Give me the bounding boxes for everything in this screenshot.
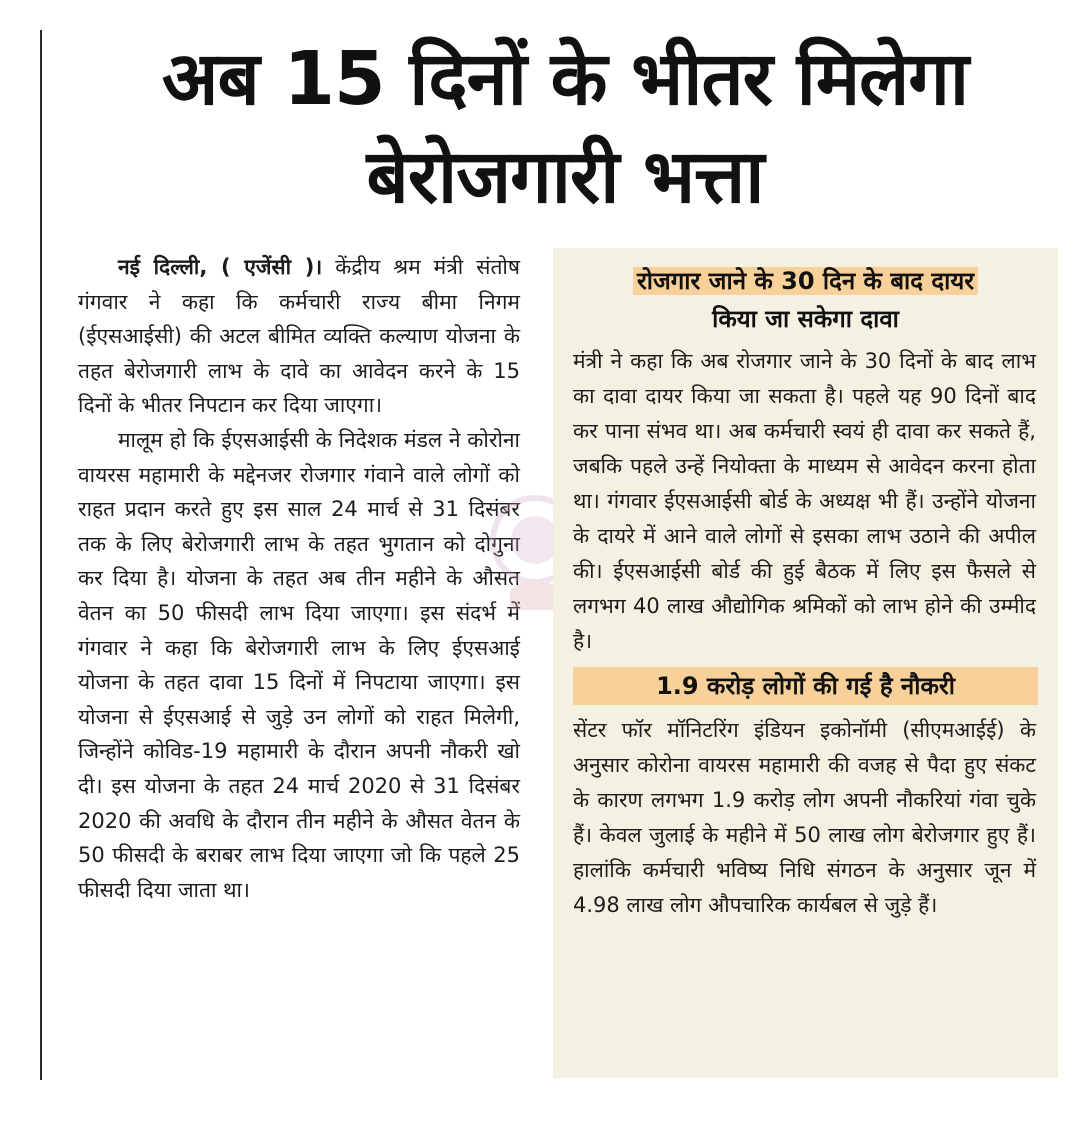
headline — [60, 30, 1070, 226]
left-column-rule — [40, 30, 42, 1080]
sidebar-subheading-2: 1.9 करोड़ लोगों की गई है नौकरी — [573, 667, 1038, 705]
headline-line-1: अब 15 दिनों के भीतर मिलेगा — [161, 36, 969, 122]
sidebar-subheading-1 — [573, 262, 1038, 338]
sidebar-box — [553, 248, 1058, 1078]
paragraph-1 — [78, 250, 520, 423]
subheading-1-line-1: रोजगार जाने के 30 दिन के बाद दायर — [633, 267, 978, 295]
headline-line-2: बेरोजगारी भत्ता — [366, 134, 764, 220]
paragraph-1-text: केंद्रीय श्रम मंत्री संतोष गंगवार ने कहा कि कर्मचारी राज्य बीमा निगम (ईएसआईसी) की अटल बीमित व्यक्ति कल्याण योजना के तहत बेरोजगारी लाभ के दावे का आवेदन करने के 15 दिनों के भीतर निपटान कर दिया जाएगा। — [78, 255, 521, 418]
left-column-article — [78, 250, 520, 907]
subheading-1-line-2: किया जा सकेगा दावा — [712, 305, 899, 333]
paragraph-2: मालूम हो कि ईएसआईसी के निदेशक मंडल ने कोरोना वायरस महामारी के मद्देनजर रोजगार गंवाने वाले लोगों को राहत प्रदान करते हुए इस साल 24 मार्च से 31 दिसंबर तक के लिए बेरोजगारी लाभ के तहत भुगतान को दोगुना कर दिया है। योजना के तहत अब तीन महीने के औसत वेतन का 50 फीसदी लाभ दिया जाएगा। इस संदर्भ में गंगवार ने कहा कि बेरोजगारी लाभ के लिए ईएसआई योजना के तहत दावा 15 दिनों में निपटाया जाएगा। इस योजना से ईएसआई से जुड़े उन लोगों को राहत मिलेगी, जिन्होंने कोविड-19 महामारी के दौरान अपनी नौकरी खो दी। इस योजना के तहत 24 मार्च 2020 से 31 दिसंबर 2020 की अवधि के दौरान तीन महीने के औसत वेतन के 50 फीसदी के बराबर लाभ दिया जाएगा जो कि पहले 25 फीसदी दिया जाता था। — [78, 427, 520, 902]
sidebar-body-2: सेंटर फॉर मॉनिटरिंग इंडियन इकोनॉमी (सीएमआईई) के अनुसार कोरोना वायरस महामारी की वजह से पैदा हुए संकट के कारण लगभग 1.9 करोड़ लोग अपनी नौकरियां गंवा चुके हैं। केवल जुलाई के महीने में 50 लाख लोग बेरोजगार हुए हैं। हालांकि कर्मचारी भविष्य निधि संगठन के अनुसार जून में 4.98 लाख लोग औपचारिक कार्यबल से जुड़े हैं। — [573, 718, 1036, 917]
sidebar-body-1: मंत्री ने कहा कि अब रोजगार जाने के 30 दिनों के बाद लाभ का दावा दायर किया जा सकता है। पहले यह 90 दिनों बाद कर पाना संभव था। अब कर्मचारी स्वयं ही दावा कर सकते हैं, जबकि पहले उन्हें नियोक्ता के माध्यम से आवेदन करना होता था। गंगवार ईएसआईसी बोर्ड के अध्यक्ष भी हैं। उन्होंने योजना के दायरे में आने वाले लोगों से इसका लाभ उठाने की अपील की। ईएसआईसी बोर्ड की हुई बैठक में लिए इस फैसले से लगभग 40 लाख औद्योगिक श्रमिकों को लाभ होने की उम्मीद है। — [573, 349, 1036, 653]
dateline: नई दिल्ली, ( एजेंसी )। — [118, 255, 323, 279]
